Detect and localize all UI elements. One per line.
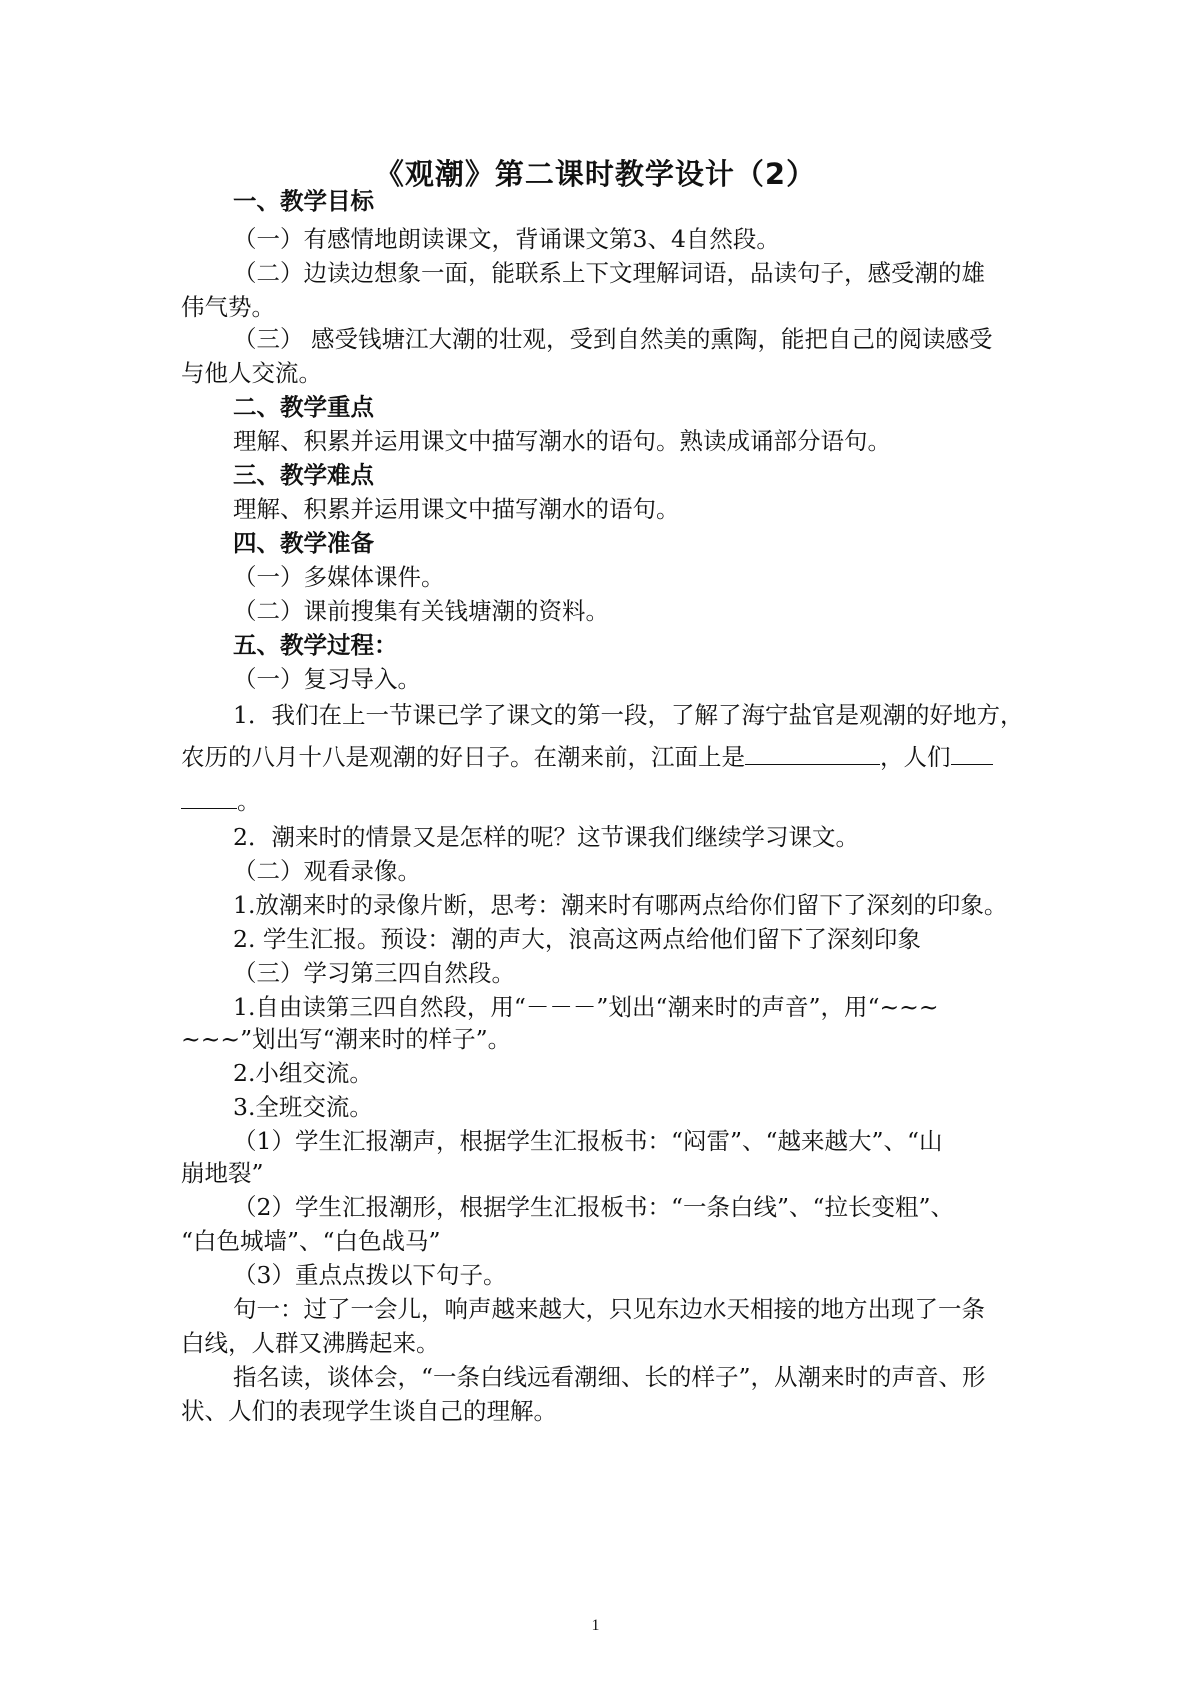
step-c-3-2-line-1: （2）学生汇报潮形，根据学生汇报板书：“一条白线”、“拉长变粗”、 [233,1193,955,1221]
goal-3-line-1: （三） 感受钱塘江大潮的壮观，受到自然美的熏陶，能把自己的阅读感受 [233,325,993,353]
page-number: 1 [591,1617,600,1634]
step-c-3-3: （3）重点点拨以下句子。 [233,1261,507,1289]
prep-item-2: （二）课前搜集有关钱塘潮的资料。 [233,597,609,625]
step-a-title: （一）复习导入。 [233,665,421,693]
fill-in-blank-2b [181,786,237,809]
goal-2-line-2: 伟气势。 [181,293,275,321]
section-heading-goals: 一、教学目标 [233,187,374,215]
step-b-1: 1.放潮来时的录像片断，思考：潮来时有哪两点给你们留下了深刻的印象。 [233,891,1008,919]
goal-3-line-2: 与他人交流。 [181,359,322,387]
focus-text: 理解、积累并运用课文中描写潮水的语句。熟读成诵部分语句。 [233,427,891,455]
section-heading-preparation: 四、教学准备 [233,529,374,557]
step-a-1-line-1: 1．我们在上一节课已学了课文的第一段，了解了海宁盐官是观潮的好地方， [233,701,1024,729]
step-c-3-1-line-2: 崩地裂” [181,1159,264,1187]
section-heading-difficulty: 三、教学难点 [233,461,374,489]
step-a-1-text-c: 。 [237,787,261,815]
step-c-1-line-2: ~~~”划出写“潮来时的样子”。 [181,1025,512,1053]
difficulty-text: 理解、积累并运用课文中描写潮水的语句。 [233,495,680,523]
step-a-1-line-2 [181,742,993,772]
step-a-1-text-a: 农历的八月十八是观潮的好日子。在潮来前，江面上是 [181,743,745,771]
step-a-1-text-b: ，人们 [880,743,951,771]
section-heading-process: 五、教学过程： [233,631,398,659]
step-c-3-1-line-1: （1）学生汇报潮声，根据学生汇报板书：“闷雷”、“越来越大”、“山 [233,1127,943,1155]
step-c-3-2-line-2: “白色城墙”、“白色战马” [181,1227,441,1255]
goal-2-line-1: （二）边读边想象一面，能联系上下文理解词语，品读句子，感受潮的雄 [233,259,985,287]
step-b-2: 2. 学生汇报。预设：潮的声大，浪高这两点给他们留下了深刻印象 [233,925,921,953]
section-heading-focus: 二、教学重点 [233,393,374,421]
page-title: 《观潮》第二课时教学设计（2） [374,157,817,191]
discussion-line-1: 指名读，谈体会，“一条白线远看潮细、长的样子”，从潮来时的声音、形 [233,1363,986,1391]
prep-item-1: （一）多媒体课件。 [233,563,445,591]
fill-in-blank-2a [951,742,993,765]
step-c-2: 2.小组交流。 [233,1059,373,1087]
step-b-title: （二）观看录像。 [233,857,421,885]
goal-1: （一）有感情地朗读课文，背诵课文第3、4自然段。 [233,225,780,253]
sentence-1-line-1: 句一：过了一会儿，响声越来越大，只见东边水天相接的地方出现了一条 [233,1295,985,1323]
sentence-1-line-2: 白线，人群又沸腾起来。 [181,1329,440,1357]
step-c-3: 3.全班交流。 [233,1093,373,1121]
fill-in-blank-1 [745,742,880,765]
step-c-title: （三）学习第三四自然段。 [233,959,515,987]
step-a-1-line-3 [181,786,261,816]
step-a-2: 2．潮来时的情景又是怎样的呢？这节课我们继续学习课文。 [233,823,859,851]
step-c-1-line-1: 1.自由读第三四自然段，用“－－－”划出“潮来时的声音”，用“~~~ [233,993,939,1021]
discussion-line-2: 状、人们的表现学生谈自己的理解。 [181,1397,557,1425]
